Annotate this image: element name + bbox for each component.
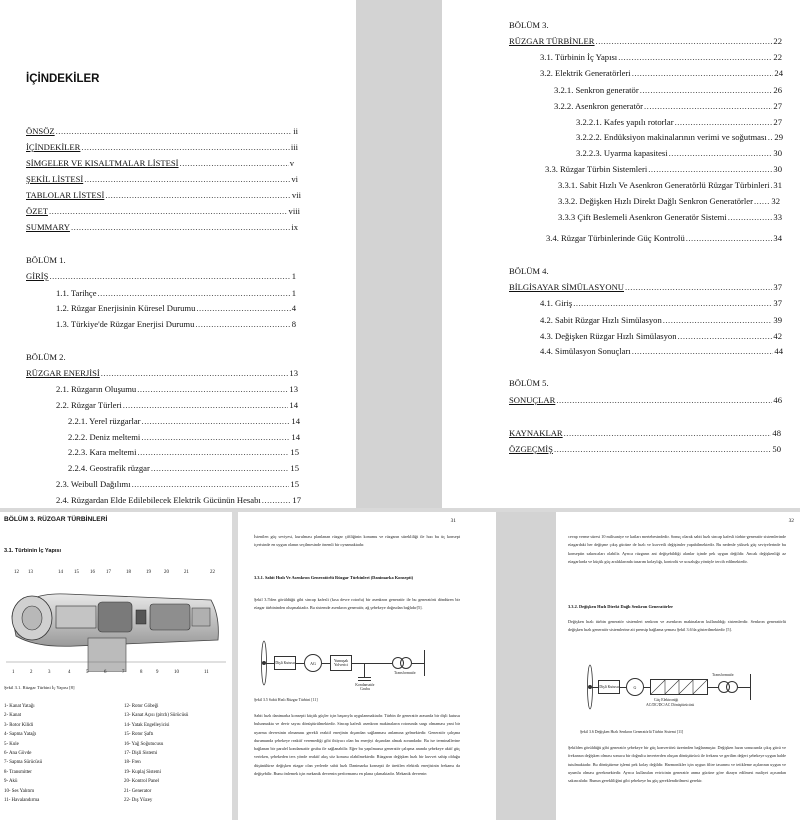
toc-entry-page: 22: [773, 36, 782, 46]
transformer-coil: [400, 657, 412, 669]
toc-leader-dots: [754, 196, 770, 206]
figure-callout-number: 4: [68, 670, 71, 675]
toc-entry-title: 3.4. Rüzgar Türbinlerinde Güç Kontrolü: [546, 233, 685, 243]
legend-item: 13- Kanat Açısı (pitch) Sürücüsü: [124, 713, 189, 719]
toc-entry-page: 31: [773, 180, 782, 190]
toc-entry-page: vi: [291, 174, 298, 184]
toc-leader-dots: [49, 206, 288, 216]
toc-entry-page: iii: [290, 142, 298, 152]
toc-entry-title: ÖZET: [26, 206, 48, 216]
page-number: 31: [450, 518, 456, 524]
toc-leader-dots: [180, 158, 289, 168]
toc-entry[interactable]: [540, 52, 782, 62]
legend-item: 17- Dişli Sistemi: [124, 751, 158, 757]
paragraph: İstenilen güç seviyesi, kurulması planlanan rüzgar çiftliğinin konumu ve rüzgarın sürekliliği ile hızı bu üç konsept içerisinde en uygun olanın seçilmesinde önemli bir oynamaktadır.: [254, 534, 460, 548]
legend-right: [124, 702, 188, 805]
toc-entry-title: 1.1. Tarihçe: [56, 288, 97, 298]
page-gutter: [496, 512, 556, 820]
toc-entry-title: 2.2. Rüzgar Türleri: [56, 400, 122, 410]
toc-leader-dots: [669, 148, 773, 158]
figure-callout-number: 22: [210, 570, 215, 575]
toc-entry-title: ÖZGEÇMİŞ: [509, 444, 553, 454]
toc-entry-page: 48: [772, 428, 781, 438]
legend-item: 22- Dış Yüzey: [124, 798, 153, 804]
toc-entry-title: 2.2.2. Deniz meltemi: [68, 432, 141, 442]
toc-entry[interactable]: [540, 298, 782, 308]
toc-entry-page: 33: [773, 212, 782, 222]
toc-entry-page: 14: [291, 416, 300, 426]
toc-leader-dots: [663, 315, 773, 325]
toc-leader-dots: [101, 368, 289, 378]
toc-leader-dots: [98, 288, 291, 298]
figure-callout-number: 17: [106, 570, 111, 575]
figure-callout-number: 13: [28, 570, 33, 575]
toc-entry-page: 34: [773, 233, 782, 243]
toc-entry-title: GİRİŞ: [26, 271, 49, 281]
toc-entry-title: 2.4. Rüzgardan Elde Edilebilecek Elektrik Gücünün Hesabı: [56, 495, 261, 505]
figure-callout-number: 9: [156, 670, 159, 675]
chapter-label: BÖLÜM 4.: [509, 266, 549, 276]
toc-entry-page: 26: [773, 85, 782, 95]
toc-leader-dots: [141, 432, 290, 442]
toc-entry[interactable]: [68, 432, 300, 442]
toc-leader-dots: [84, 174, 290, 184]
converter-symbols: [651, 680, 707, 694]
subheading: 3.3.2. Değişken Hızlı Direkt Dağlı Senkron Generatörler: [568, 604, 674, 609]
toc-leader-dots: [728, 212, 773, 222]
converter-block: [650, 679, 708, 695]
legend-item: 20- Kontrol Panel: [124, 779, 160, 785]
toc-entry-page: 27: [773, 117, 782, 127]
toc-entry[interactable]: [26, 142, 298, 152]
toc-entry-title: 2.3. Weibull Dağılımı: [56, 479, 131, 489]
legend-item: 21- Generator: [124, 788, 152, 794]
toc-leader-dots: [640, 85, 773, 95]
generator-block: AG: [304, 654, 322, 672]
toc-entry-title: 2.1. Rüzgarın Oluşumu: [56, 384, 137, 394]
softstarter-block: Yumuşak Yolverici: [330, 655, 352, 671]
toc-entry-page: 8: [291, 319, 296, 329]
toc-leader-dots: [81, 142, 289, 152]
toc-entry-page: 17: [292, 495, 301, 505]
figure-callout-number: 2: [30, 670, 33, 675]
figure-callout-number: 19: [146, 570, 151, 575]
toc-title: İÇİNDEKİLER: [26, 73, 100, 85]
transformer-label: Transformatör: [712, 673, 734, 677]
toc-entry-title: 3.1. Türbinin İç Yapısı: [540, 52, 618, 62]
toc-leader-dots: [262, 495, 292, 505]
toc-entry[interactable]: [26, 271, 296, 281]
page-gutter: [356, 0, 442, 508]
legend-item: 18- Fren: [124, 760, 141, 766]
toc-leader-dots: [648, 164, 772, 174]
figure-callout-number: 14: [58, 570, 63, 575]
toc-leader-dots: [195, 319, 290, 329]
toc-entry-page: 15: [290, 447, 299, 457]
toc-entry-page: 14: [291, 432, 300, 442]
toc-entry[interactable]: [56, 384, 298, 394]
toc-entry-title: 3.2.2.1. Kafes yapılı rotorlar: [576, 117, 674, 127]
chapter-label: BÖLÜM 2.: [26, 352, 66, 362]
fixed-speed-diagram: [254, 638, 454, 694]
figure-callout-number: 3: [48, 670, 51, 675]
toc-entry-title: 3.2.2.3. Uyarma kapasitesi: [576, 148, 668, 158]
figure-callout-number: 20: [164, 570, 169, 575]
toc-entry[interactable]: [540, 346, 783, 356]
toc-leader-dots: [632, 346, 774, 356]
toc-entry-title: İÇİNDEKİLER: [26, 142, 81, 152]
toc-entry[interactable]: [576, 132, 783, 142]
toc-entry-title: TABLOLAR LİSTESİ: [26, 190, 105, 200]
chapter-heading: BÖLÜM 3. RÜZGAR TÜRBİNLERİ: [4, 516, 108, 523]
toc-entry-page: 42: [773, 331, 782, 341]
toc-entry-title: 2.2.4. Geostrafik rüzgar: [68, 463, 150, 473]
toc-entry-title: 1.2. Rüzgar Enerjisinin Küresel Durumu: [56, 303, 196, 313]
transformer-coil: [726, 681, 738, 693]
toc-entry[interactable]: [509, 444, 781, 454]
variable-speed-diagram: [580, 660, 770, 722]
figure-callout-number: 7: [122, 670, 125, 675]
toc-entry[interactable]: [56, 303, 296, 313]
toc-entry-page: 29: [774, 132, 783, 142]
toc-entry-title: 4.1. Giriş: [540, 298, 573, 308]
toc-entry-title: KAYNAKLAR: [509, 428, 563, 438]
toc-entry-title: 2.2.1. Yerel rüzgarlar: [68, 416, 141, 426]
toc-entry-page: 13: [289, 384, 298, 394]
legend-item: 15- Rotor Şaftı: [124, 732, 154, 738]
toc-leader-dots: [573, 298, 772, 308]
toc-entry-page: viii: [288, 206, 300, 216]
legend-item: 2- Kanat: [4, 713, 21, 719]
toc-entry[interactable]: [509, 282, 782, 292]
converter-sublabel: AC/DC/DC/AC Dönüştürücüsü: [646, 703, 695, 707]
figure-callout-number: 12: [14, 570, 19, 575]
toc-entry[interactable]: [558, 196, 780, 206]
page-32: [556, 512, 800, 820]
toc-entry-title: ÖNSÖZ: [26, 126, 55, 136]
toc-entry-title: SONUÇLAR: [509, 395, 556, 405]
toc-entry-page: 14: [289, 400, 298, 410]
toc-entry[interactable]: [26, 158, 294, 168]
legend-item: 11- Havalandırma: [4, 798, 40, 804]
figure-callout-number: 10: [174, 670, 179, 675]
subheading: 3.3.1. Sabit Hızlı Ve Asenkron Generatörlü Rüzgar Türbinleri (Danimarka Konsepti): [254, 575, 414, 580]
figure-callout-number: 1: [12, 670, 15, 675]
toc-entry-page: vii: [291, 190, 301, 200]
toc-entry[interactable]: [56, 319, 296, 329]
toc-entry[interactable]: [576, 117, 782, 127]
toc-leader-dots: [151, 463, 290, 473]
toc-entry[interactable]: [56, 479, 299, 489]
figure-callout-number: 16: [90, 570, 95, 575]
paragraph: Sabit hızlı danimarka konsepti küçük güçler için başarıyla uygulanmaktadır. Türbin ile generatör arasında bir dişli kutusu bulunmakta ve devir sayısı dönüştürülmektedir. Sincap kafesli asenkron makinaların rotorunda sargı olmaması yani bir uyarma devresinin olmaması gerekli reaktif enerjinin dışarıdan sağlanması anlamına gelmektedir. Generatör çalışma durumunda şebekeye reaktif veremediği gibi ihtiyacı olan bu enerjiyi dışarıdan almak zorundadır. Bu ise terminallerine bağlanan bir paralel kondansatör grubu ile sağlanabilir. Eğer bu yapılmazsa generatör çalışma anında şebekeye aktif güç verirken, şebekeden ters yönde reaktif akış söz konusu olabilmektedir. Rüzgarın değişken hızlı bir kuvvet sahip olduğu düşünülürse değişken rüzgar olan yerlerde sabit hızlı Danimarka konsepti ile üretilen elektrik enerjisinin frekansı da değişebilir. Bunu önlemek için mekanik devrenin performansı en plana çıkmaktadır. Mekanik devrenin: [254, 713, 460, 777]
toc-leader-dots: [56, 126, 293, 136]
toc-leader-dots: [625, 282, 772, 292]
toc-entry-title: 3.3. Rüzgar Türbin Sistemleri: [545, 164, 648, 174]
legend-item: 7- Sapma Sürücüsü: [4, 760, 43, 766]
toc-entry[interactable]: [68, 463, 299, 473]
toc-entry[interactable]: [26, 126, 298, 136]
toc-leader-dots: [554, 444, 771, 454]
toc-entry-page: 1: [291, 271, 296, 281]
toc-entry-title: 3.2.2.2. Endüksiyon makinalarının verimi ve soğutması: [576, 132, 767, 142]
toc-leader-dots: [105, 190, 291, 200]
capacitor-label: Kondansatör Grubu: [355, 683, 375, 692]
toc-entry-page: 15: [290, 463, 299, 473]
toc-entry[interactable]: [576, 148, 782, 158]
toc-leader-dots: [123, 400, 289, 410]
toc-entry-title: SİMGELER VE KISALTMALAR LİSTESİ: [26, 158, 179, 168]
toc-entry[interactable]: [509, 428, 781, 438]
toc-entry-title: 3.3.3 Çift Beslemeli Asenkron Generatör Sistemi: [558, 212, 727, 222]
toc-entry[interactable]: [26, 174, 298, 184]
toc-entry-page: 39: [773, 315, 782, 325]
figure-callout-number: 5: [86, 670, 89, 675]
page-number: 32: [788, 518, 794, 524]
legend-item: 3- Rotor Kilidi: [4, 722, 34, 728]
toc-entry-title: 3.3.2. Değişken Hızlı Direkt Dağlı Senkron Generatörler: [558, 196, 753, 206]
toc-entry[interactable]: [68, 447, 299, 457]
toc-entry[interactable]: [56, 288, 296, 298]
turbine-figure: [6, 570, 226, 674]
toc-entry[interactable]: [540, 315, 782, 325]
toc-entry[interactable]: [68, 416, 300, 426]
figure-callout-number: 11: [204, 670, 209, 675]
toc-leader-dots: [632, 68, 774, 78]
paragraph: Şekil 3.5'den görüldüğü gibi sincap kafesli (kısa devre rotorlu) bir asenkron generatör ile bu generatörü döndüren bir rüzgar türbininden oluşmaktadır. Bu sistemde asenkron generatör, ağ şebekeye doğrudan bağlıdır[5].: [254, 597, 460, 611]
toc-leader-dots: [132, 479, 290, 489]
toc-entry-page: 15: [290, 479, 299, 489]
toc-entry-title: BİLGİSAYAR SİMÜLASYONU: [509, 282, 624, 292]
toc-entry[interactable]: [554, 85, 782, 95]
toc-entry-title: 3.2. Elektrik Generatörleri: [540, 68, 631, 78]
toc-leader-dots: [675, 117, 773, 127]
toc-entry[interactable]: [546, 233, 782, 243]
toc-entry-page: 32: [771, 196, 780, 206]
toc-entry[interactable]: [509, 395, 782, 405]
toc-entry-page: 44: [774, 346, 783, 356]
toc-entry-page: 50: [772, 444, 781, 454]
toc-leader-dots: [138, 447, 290, 457]
toc-leader-dots: [768, 132, 774, 142]
legend-item: 19- Kuplaj Sistemi: [124, 769, 161, 775]
toc-entry-title: 4.4. Simülasyon Sonuçları: [540, 346, 631, 356]
paragraph: Değişken hızlı türbin generatör sistemleri senkron ve asenkron makinaların kullanıldığı sistemlerdir. Senkron generatörlü değişken hızlı generatör sistemlerine ait prensip bağlama şeması Şekil 3.6'da gösterilmektedir [5].: [568, 619, 786, 633]
toc-page-right: [442, 0, 800, 508]
page-31: [238, 512, 496, 820]
toc-entry[interactable]: [558, 180, 782, 190]
toc-leader-dots: [771, 180, 773, 190]
toc-entry-page: 30: [773, 164, 782, 174]
legend-item: 16- Yağ Soğutucusu: [124, 741, 164, 747]
turbine-page: [0, 512, 232, 820]
toc-leader-dots: [686, 233, 773, 243]
toc-leader-dots: [618, 52, 772, 62]
toc-entry-title: SUMMARY: [26, 222, 70, 232]
toc-entry[interactable]: [26, 206, 300, 216]
toc-entry-page: 37: [773, 282, 782, 292]
toc-entry[interactable]: [26, 368, 298, 378]
figure-caption: Şekil 3.1. Rüzgar Türbini İç Yapısı [8]: [4, 685, 75, 690]
legend-item: 14- Yatak Engelleyicisi: [124, 722, 170, 728]
toc-leader-dots: [142, 416, 291, 426]
toc-entry-page: 46: [773, 395, 782, 405]
toc-entry-title: 3.3.1. Sabit Hızlı Ve Asenkron Generatörlü Rüzgar Türbinleri: [558, 180, 770, 190]
figure-callout-number: 15: [74, 570, 79, 575]
toc-entry-page: 13: [289, 368, 298, 378]
toc-leader-dots: [564, 428, 772, 438]
toc-entry-page: 1: [291, 288, 296, 298]
toc-entry[interactable]: [554, 101, 782, 111]
figure-caption: Şekil 3.6 Değişken Hızlı Senkron Generatörlü Türbin Sistemi [11]: [580, 730, 684, 734]
legend-item: 12- Rotor Göbeği: [124, 704, 159, 709]
legend-item: 6- Ana Gövde: [4, 751, 32, 757]
toc-entry-title: 2.2.3. Kara meltemi: [68, 447, 137, 457]
toc-entry-page: 22: [773, 52, 782, 62]
toc-page-left: [0, 0, 356, 508]
toc-leader-dots: [71, 222, 290, 232]
toc-entry[interactable]: [56, 400, 298, 410]
toc-entry-page: 4: [291, 303, 296, 313]
toc-leader-dots: [49, 271, 290, 281]
toc-entry-title: ŞEKİL LİSTESİ: [26, 174, 84, 184]
toc-entry[interactable]: [509, 36, 782, 46]
toc-entry-page: v: [289, 158, 294, 168]
toc-entry-page: 24: [774, 68, 783, 78]
toc-entry[interactable]: [26, 190, 301, 200]
toc-entry[interactable]: [26, 222, 298, 232]
gearbox-block: Dişli Kutusu: [598, 680, 620, 694]
toc-entry[interactable]: [540, 331, 782, 341]
toc-entry[interactable]: [545, 164, 782, 174]
figure-callout-number: 18: [126, 570, 131, 575]
figure-callout-number: 8: [140, 670, 143, 675]
legend-item: 1- Kanat Yatağı: [4, 704, 35, 709]
toc-entry-page: 30: [773, 148, 782, 158]
transformer-label: Transformatör: [394, 671, 416, 675]
legend-item: 9- Akü: [4, 779, 18, 785]
toc-entry-title: 4.3. Değişken Rüzgar Hızlı Simülasyon: [540, 331, 677, 341]
toc-entry-title: RÜZGAR TÜRBİNLER: [509, 36, 595, 46]
toc-entry[interactable]: [56, 495, 301, 505]
paragraph: cevap verme süresi 10 milisaniye ve katları mertebesindedir. Sonuç olarak sabit hızlı sincap kafesli türbin-generatör sistemlerinde rüzgardaki her değişme çıkış gücüne de hızlı ve kuvvetli değişimler yapabilmektedir. Bu nedenle yüksek güç seviyelerinde bu konseptin sakıncaları olabilir. Ayrıca rüzgarın ani değişebildiği alanlar içinde pek uygun değildir. Ancak değişkenliği az rüzgarlarda ve küçük güç aralıklarında tasarım kolaylığı, kontrolü ve ucuzluğu yönüyle tercih edilmektedir.: [568, 534, 786, 564]
toc-entry[interactable]: [558, 212, 782, 222]
legend-item: 5- Kule: [4, 741, 19, 747]
legend-left: [4, 702, 42, 805]
turbine-illustration: [6, 576, 226, 672]
converter-label: Güç Elektroniği: [654, 698, 679, 702]
toc-entry-page: ii: [293, 126, 298, 136]
figure-callout-number: 6: [104, 670, 107, 675]
toc-entry-page: 27: [773, 101, 782, 111]
toc-entry-title: 4.2. Sabit Rüzgar Hızlı Simülasyon: [540, 315, 662, 325]
toc-entry-page: 37: [773, 298, 782, 308]
legend-item: 4- Sapma Yatağı: [4, 732, 37, 738]
chapter-label: BÖLÜM 3.: [509, 20, 549, 30]
chapter-label: BÖLÜM 1.: [26, 255, 66, 265]
figure-callout-number: 21: [184, 570, 189, 575]
toc-entry-title: 1.3. Türkiye'de Rüzgar Enerjisi Durumu: [56, 319, 195, 329]
section-heading: 3.1. Türbinin İç Yapısı: [4, 548, 62, 554]
toc-leader-dots: [137, 384, 288, 394]
toc-entry-page: ix: [291, 222, 298, 232]
toc-leader-dots: [678, 331, 773, 341]
toc-leader-dots: [644, 101, 772, 111]
chapter-label: BÖLÜM 5.: [509, 378, 549, 388]
toc-entry[interactable]: [540, 68, 783, 78]
legend-item: 8- Transmitter: [4, 769, 32, 775]
figure-caption: Şekil 3.5 Sabit Hızlı Rüzgar Türbini [11]: [254, 698, 318, 702]
toc-leader-dots: [596, 36, 773, 46]
toc-entry-title: 3.2.1. Senkron generatör: [554, 85, 639, 95]
toc-leader-dots: [556, 395, 772, 405]
generator-block: G: [626, 678, 644, 696]
toc-leader-dots: [196, 303, 290, 313]
paragraph: Şekilden görüldüğü gibi generatör şebekeye bir güç konvertörü üzerinden bağlanmıştır. Değişken hızın sonucunda çıkış gücü ve frekansın değişken olması sonucu bir doğrultu inverterden oluşan dönüştürücü ile frekans ve gerilim değeri şebekeye uygun halde tutulmaktadır. Bu dönüştürme işlemi pek kolay değildir. Harmonikler için uygun filtre tasarımı ve tetikleme açılarının uygun ve uyumlu olması gerekmektedir. Ayrıca kullanılan eviricinin generatör anma gücüne göre dizayn edilmesi maliyet açısından sakıncalıdır. Bunun gerekliliğini gibi şebekeye bu güç gereklendirilmesi gerekir.: [568, 745, 786, 784]
toc-entry-title: 3.2.2. Asenkron generatör: [554, 101, 644, 111]
legend-item: 10- Ses Yalıtım: [4, 788, 35, 794]
toc-entry-title: RÜZGAR ENERJİSİ: [26, 368, 100, 378]
gearbox-block: Dişli Kutusu: [274, 656, 296, 670]
